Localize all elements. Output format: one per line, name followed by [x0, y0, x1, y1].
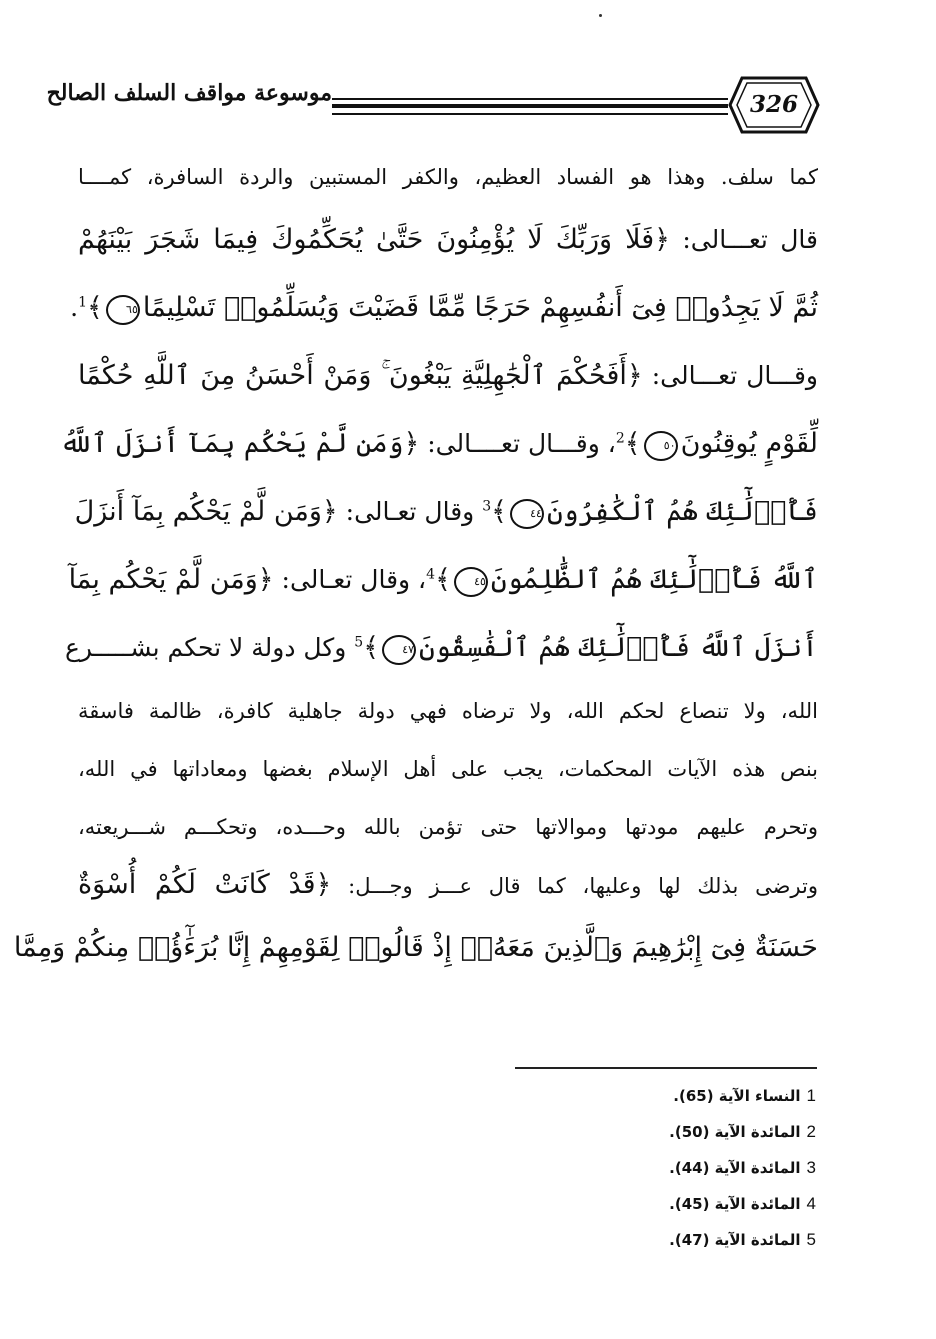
quran-verse: لِّقَوْمٍ يُوقِنُونَ [680, 428, 818, 459]
body-text-segment: قال تعـــالى: [669, 225, 818, 254]
header-rule [332, 113, 728, 115]
body-text-segment: ، وقال تعـالى: [273, 565, 427, 594]
verse-number-marker: ٤٤ [510, 499, 544, 529]
quran-verse: ﴾ [624, 428, 641, 459]
footnote-number: 2 [806, 1122, 816, 1141]
quran-verse: ﴿قَدْ كَانَتْ لَكُمْ أُسْوَةٌ [78, 869, 332, 900]
body-text-segment: كما سلف. وهذا هو الفساد العظيم، والكفر المستبين والردة السافرة، كمــــا [78, 165, 818, 189]
quran-verse: أَنزَلَ ٱللَّهُ فَأُو۟لَٰٓئِكَ هُمُ ٱلْفَٰسِقُونَ [419, 632, 818, 663]
text-line [78, 856, 818, 914]
text-line [65, 614, 818, 682]
quran-verse: ٱللَّهُ فَأُو۟لَٰٓئِكَ هُمُ ٱلظَّٰلِمُونَ [490, 564, 818, 595]
body-text-segment: ، وقـــال تعــــالى: [419, 429, 616, 458]
quran-verse: فَأُو۟لَٰٓئِكَ هُمُ ٱلْكَٰفِرُونَ [546, 496, 818, 527]
page-number: 326 [749, 91, 798, 118]
body-text-segment: . [70, 293, 79, 322]
verse-number-marker: ٤٧ [382, 635, 416, 665]
quran-verse: ﴿وَمَن لَّمْ يَحْكُم بِمَآ [68, 564, 274, 595]
verse-number-marker: ٤٥ [454, 567, 488, 597]
body-text [13, 148, 818, 982]
quran-verse: ﴾ [87, 292, 103, 323]
quran-verse: ثُمَّ لَا يَجِدُوا۟ فِىٓ أَنفُسِهِمْ حَرَجًا مِّمَّا قَضَيْتَ وَيُسَلِّمُوا۟ تَسْلِيمًا [142, 292, 818, 323]
text-line [59, 410, 818, 478]
footnote [516, 1078, 816, 1114]
text-line [74, 478, 818, 546]
footnotes [516, 1078, 816, 1258]
stray-dot [599, 14, 602, 17]
body-text-segment: الله، ولا تنصاع لحكم الله، ولا ترضاه فهي دولة جاهلية كافرة، ظالمة فاسقة [78, 699, 818, 723]
footnote-text: المائدة الآية (50). [669, 1123, 801, 1141]
footnote-separator [515, 1067, 817, 1069]
header-rule [332, 98, 728, 100]
page-number-badge [728, 74, 820, 136]
body-text-segment: وقال تعـالى: [337, 497, 483, 526]
quran-verse: ﴾ [363, 632, 380, 663]
footnote-reference: 1 [78, 294, 88, 311]
page-header [46, 68, 820, 144]
footnote-reference: 2 [615, 430, 625, 447]
verse-number-marker: ٦٥ [106, 295, 140, 325]
body-text-segment: وترضى بذلك لها وعليها، كما قال عـــز وجـــل: [331, 874, 818, 898]
footnote [516, 1150, 816, 1186]
footnote-text: المائدة الآية (47). [669, 1231, 801, 1249]
footnote-reference: 4 [426, 566, 436, 583]
book-title: موسوعة مواقف السلف الصالح [46, 80, 332, 106]
footnote [516, 1222, 816, 1258]
text-line [13, 914, 818, 982]
text-line [78, 148, 818, 206]
body-text-segment: بنص هذه الآيات المحكمات، يجب على أهل الإسلام بغضها ومعاداتها في الله، [78, 757, 818, 781]
text-line [70, 274, 818, 342]
text-line [78, 740, 818, 798]
body-text-segment: وكل دولة لا تحكم بشـــــرع [65, 633, 355, 662]
body-text-segment: وتحرم عليهم مودتها وموالاتها حتى تؤمن بالله وحـــده، وتحكـــم شـــريعته، [78, 815, 818, 839]
footnote-reference: 5 [354, 634, 364, 651]
text-line [78, 682, 818, 740]
quran-verse: ﴾ [491, 496, 507, 527]
footnote-text: المائدة الآية (45). [669, 1195, 801, 1213]
quran-verse: ﴿أَفَحُكْمَ ٱلْجَٰهِلِيَّةِ يَبْغُونَ ۚ وَمَنْ أَحْسَنُ مِنَ ٱللَّهِ حُكْمًا [78, 360, 643, 391]
quran-verse: ﴿فَلَا وَرَبِّكَ لَا يُؤْمِنُونَ حَتَّىٰ يُحَكِّمُوكَ فِيمَا شَجَرَ بَيْنَهُمْ [78, 224, 670, 255]
footnote [516, 1186, 816, 1222]
footnote-number: 1 [806, 1086, 816, 1105]
quran-verse: ﴾ [435, 564, 451, 595]
footnote-text: المائدة الآية (44). [669, 1159, 801, 1177]
footnote-reference: 3 [482, 498, 492, 515]
text-line [78, 342, 818, 410]
verse-number-marker: ٥٠ [644, 431, 678, 461]
body-text-segment: وقـــال تعـــالى: [642, 361, 818, 390]
quran-verse: حَسَنَةٌ فِىٓ إِبْرَٰهِيمَ وَٱلَّذِينَ مَعَهُۥٓ إِذْ قَالُوا۟ لِقَوْمِهِمْ إِنَّا بُرَءَٰٓؤُا۟ مِنكُمْ وَمِمَّا [13, 932, 818, 963]
footnote-number: 5 [806, 1230, 816, 1249]
quran-verse: ﴿وَمَن لَّمْ يَحْكُم بِمَآ أَنزَلَ ٱللَّهُ [59, 428, 420, 459]
footnote-number: 3 [806, 1158, 816, 1177]
footnote [516, 1114, 816, 1150]
text-line [78, 206, 818, 274]
footnote-number: 4 [806, 1194, 816, 1213]
header-rule [332, 104, 728, 108]
text-line [68, 546, 818, 614]
text-line [78, 798, 818, 856]
footnote-text: النساء الآية (65). [673, 1087, 801, 1105]
quran-verse: ﴿وَمَن لَّمْ يَحْكُم بِمَآ أَنزَلَ [74, 496, 338, 527]
